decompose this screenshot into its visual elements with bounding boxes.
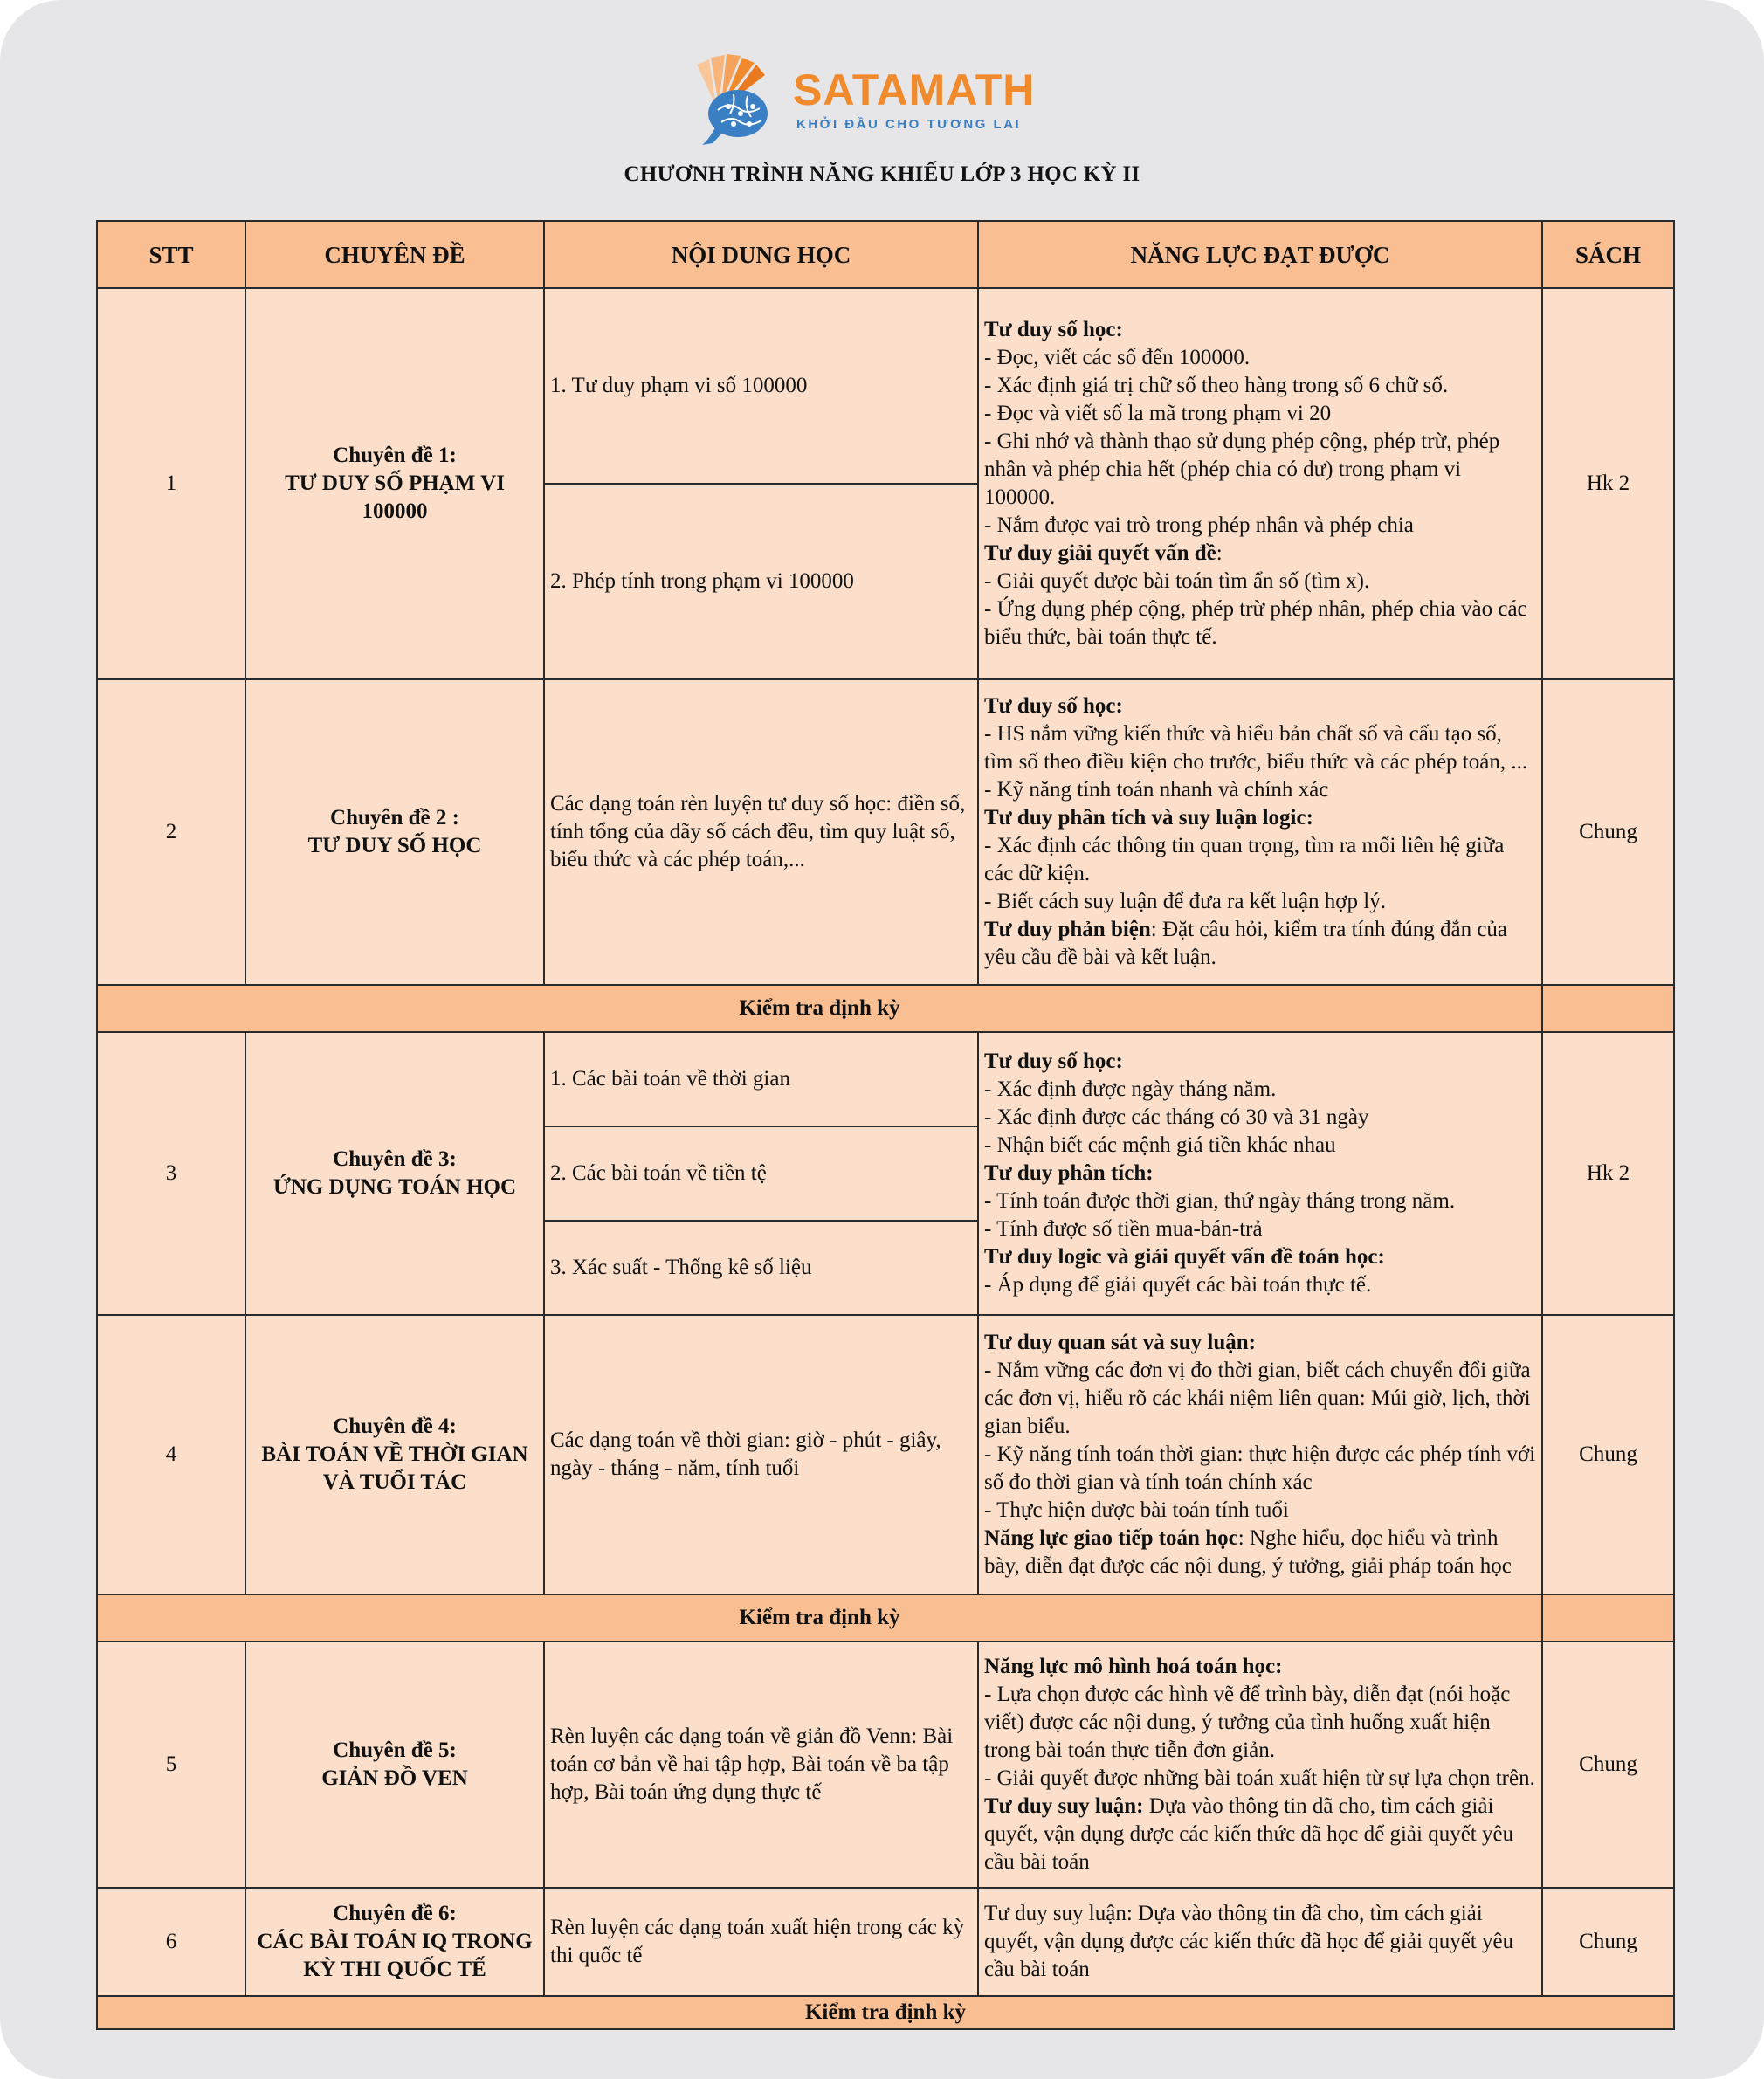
- content-cell: 1. Tư duy phạm vi số 100000: [544, 288, 978, 484]
- ability-cell: [978, 1032, 1542, 1315]
- ability-line: - Áp dụng để giải quyết các bài toán thực tế.: [984, 1273, 1372, 1297]
- content-cell: Rèn luyện các dạng toán xuất hiện trong các kỳ thi quốc tế: [544, 1888, 978, 1996]
- brain-logo-icon: [690, 52, 786, 148]
- ability-line: - Nắm vững các đơn vị đo thời gian, biết cách chuyển đổi giữa các đơn vị, hiểu rõ các khái niệm liên quan: Múi giờ, lịch, thời gian biểu.: [984, 1359, 1531, 1438]
- topic-cell: [245, 679, 544, 985]
- topic-cell: [245, 1032, 544, 1315]
- topic-name: CÁC BÀI TOÁN IQ TRONG KỲ THI QUỐC TẾ: [257, 1930, 533, 1981]
- topic-label: Chuyên đề 6:: [333, 1902, 457, 1925]
- ability-line: - Nhận biết các mệnh giá tiền khác nhau: [984, 1133, 1336, 1157]
- topic-label: Chuyên đề 2 :: [330, 806, 459, 830]
- ability-line: Năng lực giao tiếp toán học: Nghe hiểu, đọc hiểu và trình bày, diễn đạt được các nội dung, ý tưởng, giải pháp toán học: [984, 1526, 1512, 1578]
- header-chuyen-de: CHUYÊN ĐỀ: [245, 221, 544, 288]
- satamath-logo: [690, 52, 1057, 148]
- brand-name: SATAMATH: [793, 65, 1036, 114]
- topic-label: Chuyên đề 1:: [333, 444, 457, 467]
- table-header-row: [97, 221, 1674, 288]
- ability-line: Tư duy phân tích:: [984, 1161, 1154, 1185]
- ability-line: - Xác định các thông tin quan trọng, tìm ra mối liên hệ giữa các dữ kiện.: [984, 834, 1505, 885]
- stt-cell: 2: [97, 679, 245, 985]
- ability-line: - Biết cách suy luận để đưa ra kết luận hợp lý.: [984, 890, 1386, 913]
- ability-line: - Thực hiện được bài toán tính tuổi: [984, 1498, 1289, 1522]
- ability-line: - HS nắm vững kiến thức và hiểu bản chất số và cấu tạo số, tìm số theo điều kiện cho trước, biểu thức và các phép toán, ...: [984, 722, 1528, 774]
- ability-cell: [978, 1642, 1542, 1888]
- table-row: [97, 1315, 1674, 1594]
- content-cell: 3. Xác suất - Thống kê số liệu: [544, 1221, 978, 1315]
- book-cell: Hk 2: [1542, 1032, 1674, 1315]
- table-row: [97, 1032, 1674, 1126]
- ability-line: - Kỹ năng tính toán nhanh và chính xác: [984, 778, 1329, 802]
- ability-line: Tư duy phân tích và suy luận logic:: [984, 806, 1313, 830]
- content-cell: 2. Phép tính trong phạm vi 100000: [544, 484, 978, 679]
- content-cell: Các dạng toán rèn luyện tư duy số học: điền số, tính tổng của dãy số cách đều, tìm quy luật số, biểu thức và các phép toán,...: [544, 679, 978, 985]
- book-cell: Chung: [1542, 1642, 1674, 1888]
- content-cell: Rèn luyện các dạng toán về giản đồ Venn: Bài toán cơ bản về hai tập hợp, Bài toán về ba tập hợp, Bài toán ứng dụng thực tế: [544, 1642, 978, 1888]
- header-sach: SÁCH: [1542, 221, 1674, 288]
- ability-cell: [978, 1888, 1542, 1996]
- topic-cell: [245, 1315, 544, 1594]
- topic-cell: [245, 1888, 544, 1996]
- check-row: [97, 1594, 1674, 1642]
- content-cell: Các dạng toán về thời gian: giờ - phút - giây, ngày - tháng - năm, tính tuổi: [544, 1315, 978, 1594]
- ability-line: - Giải quyết được bài toán tìm ẩn số (tìm x).: [984, 569, 1370, 593]
- header-stt: STT: [97, 221, 245, 288]
- ability-line: - Tính toán được thời gian, thứ ngày tháng trong năm.: [984, 1189, 1456, 1213]
- topic-name: ỨNG DỤNG TOÁN HỌC: [272, 1175, 517, 1199]
- ability-cell: [978, 288, 1542, 679]
- ability-line: - Giải quyết được những bài toán xuất hiện từ sự lựa chọn trên.: [984, 1766, 1535, 1790]
- ability-line: - Kỹ năng tính toán thời gian: thực hiện được các phép tính với số đo thời gian và tính toán chính xác: [984, 1442, 1536, 1494]
- ability-line: - Xác định giá trị chữ số theo hàng trong số 6 chữ số.: [984, 374, 1449, 397]
- ability-line: - Đọc, viết các số đến 100000.: [984, 346, 1251, 369]
- ability-line: - Tính được số tiền mua-bán-trả: [984, 1217, 1263, 1241]
- ability-line: Tư duy số học:: [984, 1050, 1123, 1073]
- book-cell: Hk 2: [1542, 288, 1674, 679]
- check-row: [97, 1996, 1674, 2029]
- ability-line: - Lựa chọn được các hình vẽ để trình bày, diễn đạt (nói hoặc viết) được các nội dung, ý tưởng của tình huống xuất hiện trong bài toán thực tiễn đơn giản.: [984, 1683, 1511, 1762]
- topic-cell: [245, 1642, 544, 1888]
- topic-name: TƯ DUY SỐ HỌC: [307, 834, 482, 857]
- table-row: [97, 1888, 1674, 1996]
- check-row: [97, 985, 1674, 1032]
- page-title: CHƯƠNH TRÌNH NĂNG KHIẾU LỚP 3 HỌC KỲ II: [624, 162, 1140, 186]
- ability-line: - Đọc và viết số la mã trong phạm vi 20: [984, 402, 1332, 425]
- book-cell: Chung: [1542, 1315, 1674, 1594]
- ability-cell: [978, 679, 1542, 985]
- ability-line: - Nắm được vai trò trong phép nhân và phép chia: [984, 513, 1414, 537]
- table-row: [97, 1642, 1674, 1888]
- book-cell: Chung: [1542, 679, 1674, 985]
- topic-label: Chuyên đề 4:: [333, 1415, 457, 1438]
- ability-line: - Xác định được ngày tháng năm.: [984, 1077, 1277, 1101]
- stt-cell: 4: [97, 1315, 245, 1594]
- header-noi-dung: NỘI DUNG HỌC: [544, 221, 978, 288]
- topic-name: BÀI TOÁN VỀ THỜI GIAN VÀ TUỔI TÁC: [261, 1442, 528, 1494]
- ability-line: - Xác định được các tháng có 30 và 31 ngày: [984, 1105, 1369, 1129]
- curriculum-table: [96, 220, 1675, 2030]
- table-row: [97, 679, 1674, 985]
- ability-line: - Ứng dụng phép cộng, phép trừ phép nhân, phép chia vào các biểu thức, bài toán thực tế.: [984, 597, 1527, 649]
- header-nang-luc: NĂNG LỰC ĐẠT ĐƯỢC: [978, 221, 1542, 288]
- table-row: [97, 288, 1674, 484]
- check-label: Kiểm tra định kỳ: [97, 1996, 1674, 2029]
- topic-cell: [245, 288, 544, 679]
- ability-line: Tư duy quan sát và suy luận:: [984, 1331, 1256, 1354]
- stt-cell: 6: [97, 1888, 245, 1996]
- ability-line: Tư duy số học:: [984, 694, 1123, 718]
- ability-line: Năng lực mô hình hoá toán học:: [984, 1655, 1283, 1678]
- ability-line: Tư duy số học:: [984, 318, 1123, 341]
- topic-label: Chuyên đề 3:: [333, 1147, 457, 1171]
- ability-line: Tư duy phản biện: Đặt câu hỏi, kiểm tra tính đúng đắn của yêu cầu đề bài và kết luận.: [984, 918, 1508, 969]
- content-cell: 2. Các bài toán về tiền tệ: [544, 1126, 978, 1221]
- topic-name: TƯ DUY SỐ PHẠM VI 100000: [285, 472, 505, 523]
- ability-cell: [978, 1315, 1542, 1594]
- check-label: Kiểm tra định kỳ: [97, 985, 1542, 1032]
- check-label: Kiểm tra định kỳ: [97, 1594, 1542, 1642]
- ability-line: Tư duy suy luận: Dựa vào thông tin đã cho, tìm cách giải quyết, vận dụng được các kiến thức đã học để giải quyết yêu cầu bài toán: [984, 1902, 1514, 1981]
- brand-slogan: KHỞI ĐẦU CHO TƯƠNG LAI: [796, 117, 1022, 132]
- topic-name: GIẢN ĐỒ VEN: [321, 1766, 468, 1790]
- check-book-cell: [1542, 1594, 1674, 1642]
- ability-line: - Ghi nhớ và thành thạo sử dụng phép cộng, phép trừ, phép nhân và phép chia hết (phép chia có dư) trong phạm vi 100000.: [984, 430, 1500, 509]
- topic-label: Chuyên đề 5:: [333, 1738, 457, 1762]
- book-cell: Chung: [1542, 1888, 1674, 1996]
- ability-line: Tư duy giải quyết vấn đề:: [984, 541, 1223, 565]
- stt-cell: 1: [97, 288, 245, 679]
- stt-cell: 3: [97, 1032, 245, 1315]
- content-cell: 1. Các bài toán về thời gian: [544, 1032, 978, 1126]
- stt-cell: 5: [97, 1642, 245, 1888]
- ability-line: Tư duy logic và giải quyết vấn đề toán học:: [984, 1245, 1385, 1269]
- ability-line: Tư duy suy luận: Dựa vào thông tin đã cho, tìm cách giải quyết, vận dụng được các kiến thức đã học để giải quyết yêu cầu bài toán: [984, 1794, 1514, 1874]
- check-book-cell: [1542, 985, 1674, 1032]
